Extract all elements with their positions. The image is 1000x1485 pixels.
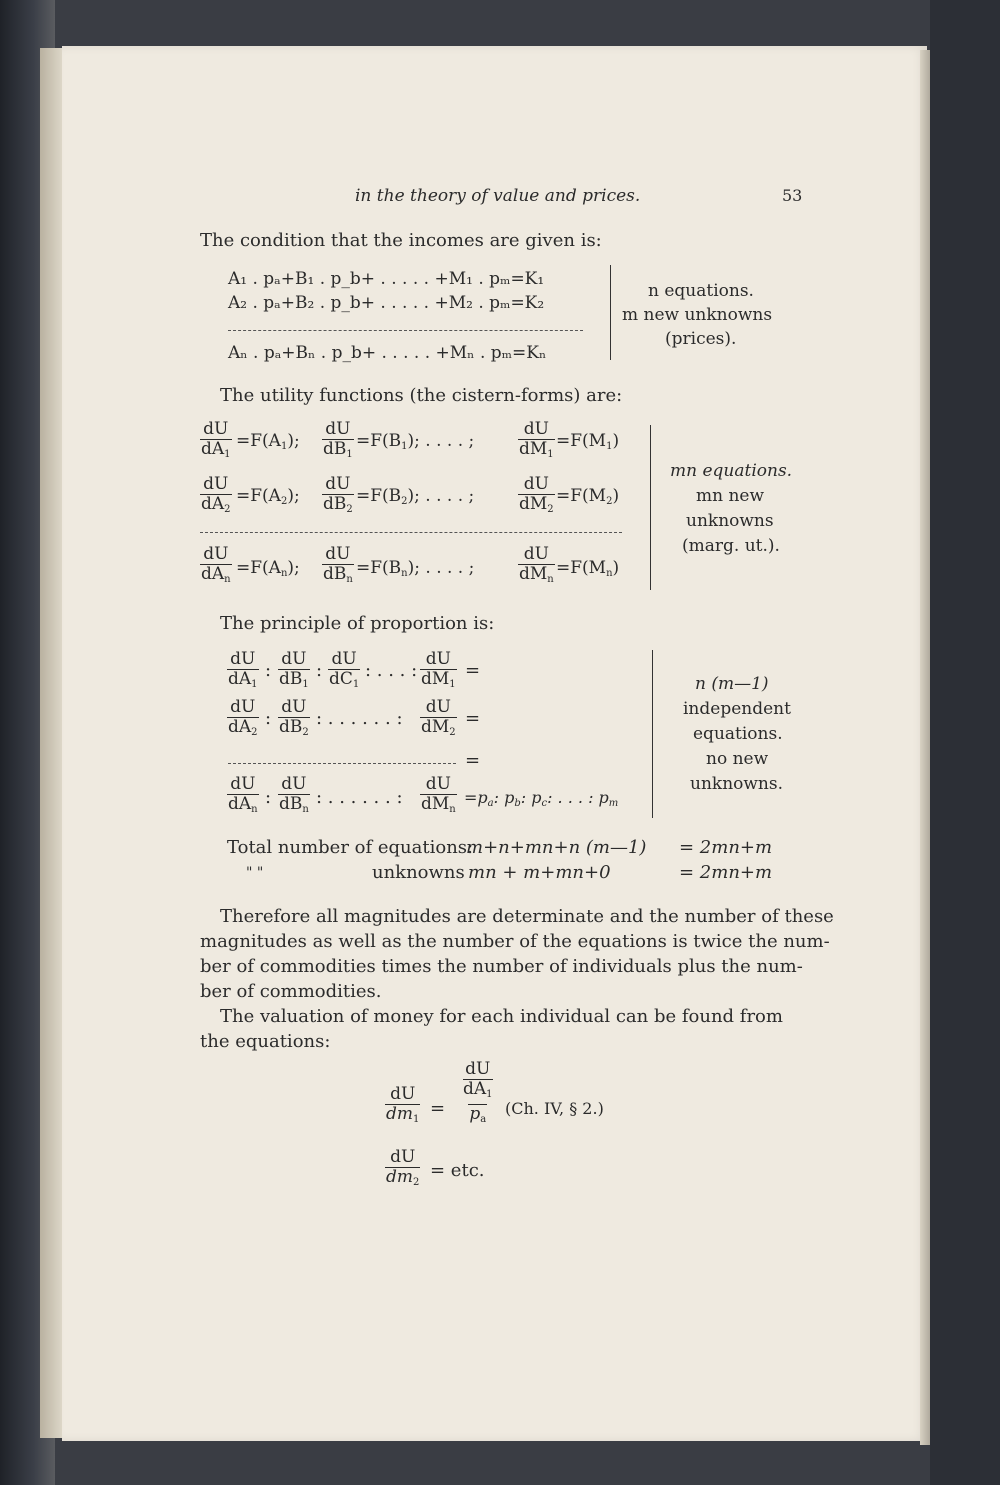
frac-p-dA2: $\frac{dU}{dA_2}$: [227, 698, 259, 742]
frac-p-dMn: dU $dM_n$: [420, 775, 457, 819]
total-unk-label: unknowns: [372, 862, 465, 883]
colon: :: [265, 660, 272, 681]
ellipsis: : . . . :: [365, 660, 418, 681]
frac-dU-dm2: $\frac{dU}{dm_2}$: [385, 1148, 420, 1192]
income-ellipsis-line: [228, 330, 583, 331]
proportion-brace: [652, 650, 653, 818]
ditto-marks: " ": [246, 865, 264, 881]
frac-dU-dMn: dU $dM_n$: [518, 545, 555, 589]
utility-note-1: mn equations.: [670, 461, 793, 481]
proportion-note-3: equations.: [693, 724, 783, 744]
frac-p-dC1: $\frac{dU}{dC_1}$: [328, 650, 360, 694]
util-eq-2c: $=F(M_2)$: [556, 486, 620, 507]
equals: =: [465, 750, 481, 771]
util-eq-nc: $=F(M_n)$: [556, 558, 620, 579]
etc: = etc.: [430, 1160, 485, 1181]
frac-dU-dBn: dU $dB_n$: [322, 545, 354, 589]
income-note-2: m new unknowns: [622, 305, 773, 325]
util-eq-2a: $=F(A_2)$;: [236, 486, 300, 507]
proportion-note-5: unknowns.: [690, 774, 784, 794]
equals: =: [465, 660, 481, 681]
util-eq-1b: $=F(B_1)$; . . . . ;: [356, 431, 475, 452]
frac-p-dB1: $\frac{dU}{dB_1}$: [278, 650, 310, 694]
ellipsis: : . . . . . . :: [316, 787, 403, 808]
frac-p-dAn: dU $dA_n$: [227, 775, 259, 819]
price-ratio: $=p_a$: $p_b$: $p_c$: . . . : $p_m$: [464, 788, 619, 809]
util-eq-na: $=F(A_n)$;: [236, 558, 300, 579]
income-row-1: A₁ . pₐ+B₁ . p_b+ . . . . . +M₁ . pₘ=K₁: [228, 269, 545, 289]
income-row-2: A₂ . pₐ+B₂ . p_b+ . . . . . +M₂ . pₘ=K₂: [228, 293, 545, 313]
proportion-note-2: independent: [683, 699, 791, 719]
para-line-4: ber of commodities.: [200, 981, 382, 1002]
total-eq-result: = 2mn+m: [679, 837, 773, 858]
para-line-3: ber of commodities times the number of individuals plus the num-: [200, 956, 803, 977]
frac-dU-dB2: $\frac{dU}{dB_2}$: [322, 475, 354, 519]
page-number: 53: [782, 186, 803, 205]
equals: =: [465, 708, 481, 729]
frac-dU-dB1: $\frac{dU}{dB_1}$: [322, 420, 354, 464]
total-unk-result: = 2mn+m: [679, 862, 773, 883]
equals: =: [430, 1098, 446, 1119]
para-line-6: the equations:: [200, 1031, 331, 1052]
proportion-note-4: no new: [706, 749, 769, 769]
frac-compound: dU $dA_1$ $p_a$: [462, 1060, 494, 1129]
income-brace: [610, 265, 611, 360]
total-eq-expr: m+n+mn+n (m—1): [466, 837, 647, 858]
frac-dU-dM2: $\frac{dU}{dM_2}$: [518, 475, 555, 519]
proportion-ellipsis-line: [228, 763, 456, 764]
proportion-note-1: n (m—1): [695, 674, 769, 694]
colon: :: [265, 787, 272, 808]
frac-dU-dm1: $\frac{dU}{dm_1}$: [385, 1085, 420, 1129]
frac-p-dB2: $\frac{dU}{dB_2}$: [278, 698, 310, 742]
utility-intro: The utility functions (the cistern-forms) are:: [220, 385, 623, 406]
income-row-n: Aₙ . pₐ+Bₙ . p_b+ . . . . . +Mₙ . pₘ=Kₙ: [228, 343, 547, 363]
colon: :: [316, 660, 323, 681]
income-intro: The condition that the incomes are given is:: [200, 230, 602, 251]
para-line-5: The valuation of money for each individual can be found from: [220, 1006, 783, 1027]
util-eq-nb: $=F(B_n)$; . . . . ;: [356, 558, 475, 579]
frac-p-dA1: $\frac{dU}{dA_1}$: [227, 650, 259, 694]
total-unk-expr: mn + m+mn+0: [468, 862, 611, 883]
running-title: in the theory of value and prices.: [355, 186, 641, 206]
income-note-1: n equations.: [648, 281, 754, 301]
utility-note-2: mn new: [696, 486, 765, 506]
frac-dU-dAn: dU $dA_n$: [200, 545, 232, 589]
ellipsis: : . . . . . . :: [316, 708, 403, 729]
page: [62, 46, 927, 1441]
chapter-ref: (Ch. IV, § 2.): [505, 1099, 604, 1118]
para-line-1: Therefore all magnitudes are determinate and the number of these: [220, 906, 834, 927]
utility-note-4: (marg. ut.).: [682, 536, 780, 556]
util-eq-2b: $=F(B_2)$; . . . . ;: [356, 486, 475, 507]
utility-note-3: unknowns: [686, 511, 774, 531]
colon: :: [265, 708, 272, 729]
frac-dU-dA1: $\frac{dU}{dA_1}$: [200, 420, 232, 464]
frac-dU-dA2: $\frac{dU}{dA_2}$: [200, 475, 232, 519]
utility-brace: [650, 425, 651, 590]
proportion-intro: The principle of proportion is:: [220, 613, 495, 634]
util-eq-1a: $=F(A_1)$;: [236, 431, 300, 452]
frac-dU-dM1: $\frac{dU}{dM_1}$: [518, 420, 555, 464]
para-line-2: magnitudes as well as the number of the equations is twice the num-: [200, 931, 830, 952]
util-eq-1c: $=F(M_1)$: [556, 431, 620, 452]
utility-ellipsis-line: [200, 532, 622, 533]
book-cover: [930, 0, 1000, 1485]
income-note-3: (prices).: [665, 329, 737, 349]
total-eq-label: Total number of equations:: [227, 837, 474, 858]
frac-p-dM2: $\frac{dU}{dM_2}$: [420, 698, 457, 742]
frac-p-dBn: dU $dB_n$: [278, 775, 310, 819]
frac-p-dM1: $\frac{dU}{dM_1}$: [420, 650, 457, 694]
